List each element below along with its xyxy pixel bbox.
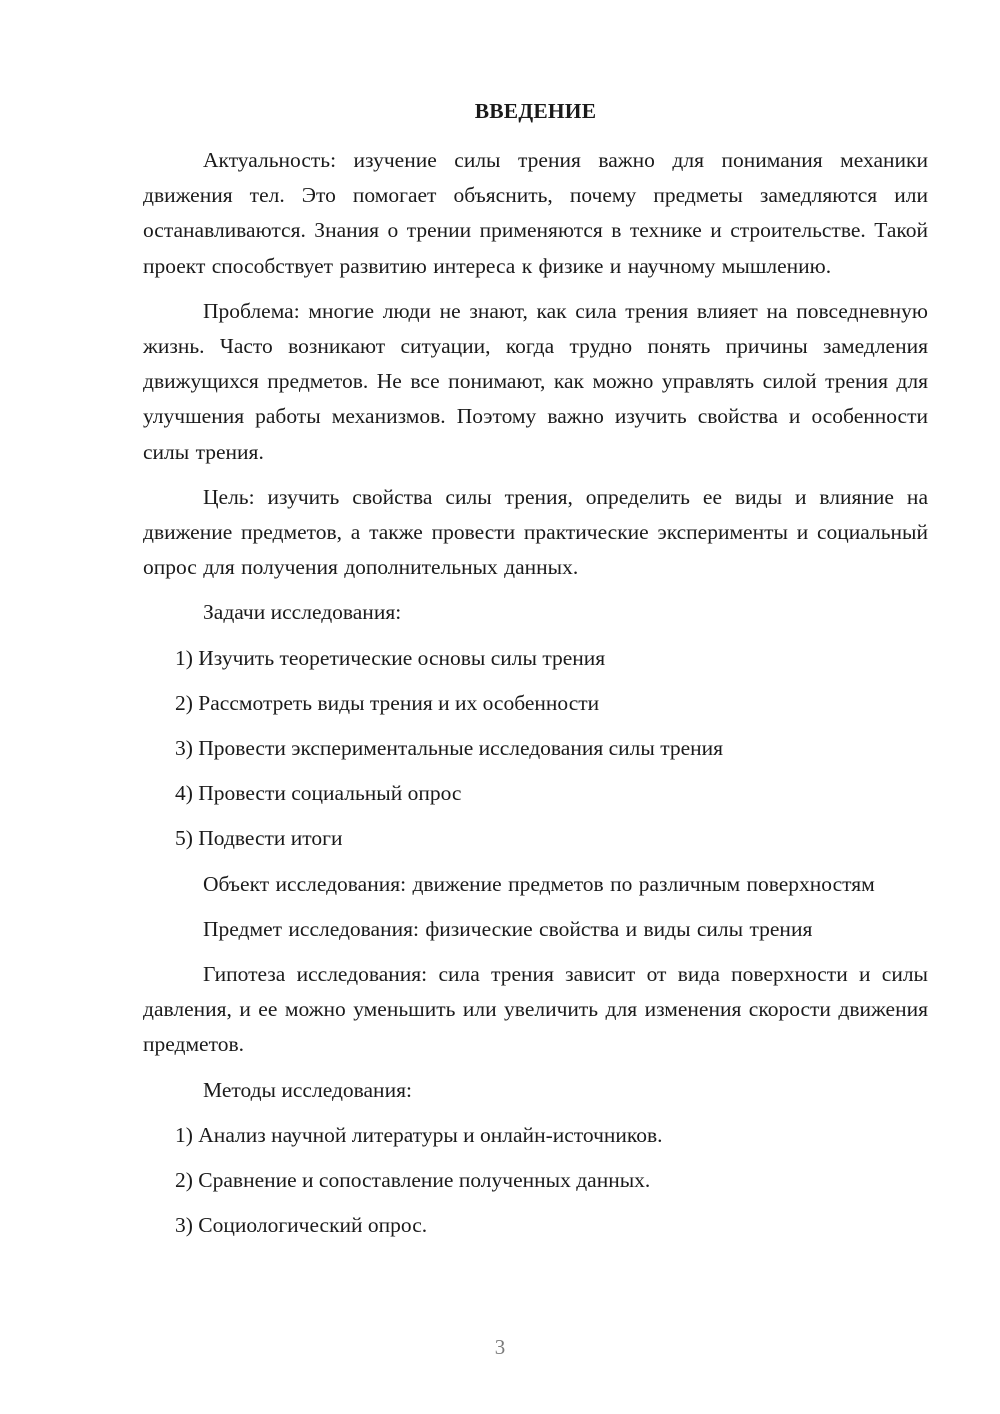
tasks-list — [143, 641, 928, 857]
methods-list — [143, 1118, 928, 1244]
subject-paragraph: Предмет исследования: физические свойства и виды силы трения — [203, 916, 813, 941]
list-item: 2) Сравнение и сопоставление полученных данных. — [175, 1168, 651, 1193]
goal-paragraph: Цель: изучить свойства силы трения, определить ее виды и влияние на движение предметов, а также провести практические эксперименты и социальный опрос для получения дополнительных данных. — [143, 484, 928, 580]
relevance-paragraph: Актуальность: изучение силы трения важно для понимания механики движения тел. Это помогает объяснить, почему предметы замедляются или останавливаются. Знания о трении применяются в технике и строительстве. Такой проект способствует развитию интереса к физике и научному мышлению. — [143, 148, 928, 278]
list-item: 5) Подвести итоги — [175, 826, 343, 851]
tasks-heading: Задачи исследования: — [203, 600, 402, 625]
problem-paragraph: Проблема: многие люди не знают, как сила трения влияет на повседневную жизнь. Часто возникают ситуации, когда трудно понять причины замедления движущихся предметов. Не все понимают, как можно управлять силой трения для улучшения работы механизмов. Поэтому важно изучить свойства и особенности силы трения. — [143, 298, 928, 464]
document-page — [143, 94, 928, 1253]
hypothesis-paragraph: Гипотеза исследования: сила трения зависит от вида поверхности и силы давления, и ее можно уменьшить или увеличить для изменения скорости движения предметов. — [143, 962, 928, 1057]
list-item: 1) Анализ научной литературы и онлайн-источников. — [175, 1122, 663, 1147]
page-number: 3 — [494, 1335, 506, 1359]
methods-heading: Методы исследования: — [203, 1077, 412, 1102]
list-item: 3) Провести экспериментальные исследования силы трения — [175, 736, 724, 761]
list-item: 2) Рассмотреть виды трения и их особенности — [175, 690, 600, 715]
object-paragraph: Объект исследования: движение предметов по различным поверхностям — [203, 871, 875, 896]
list-item: 4) Провести социальный опрос — [175, 781, 462, 806]
section-title: ВВЕДЕНИЕ — [474, 99, 597, 123]
list-item: 1) Изучить теоретические основы силы трения — [175, 645, 606, 670]
list-item: 3) Социологический опрос. — [175, 1213, 428, 1238]
